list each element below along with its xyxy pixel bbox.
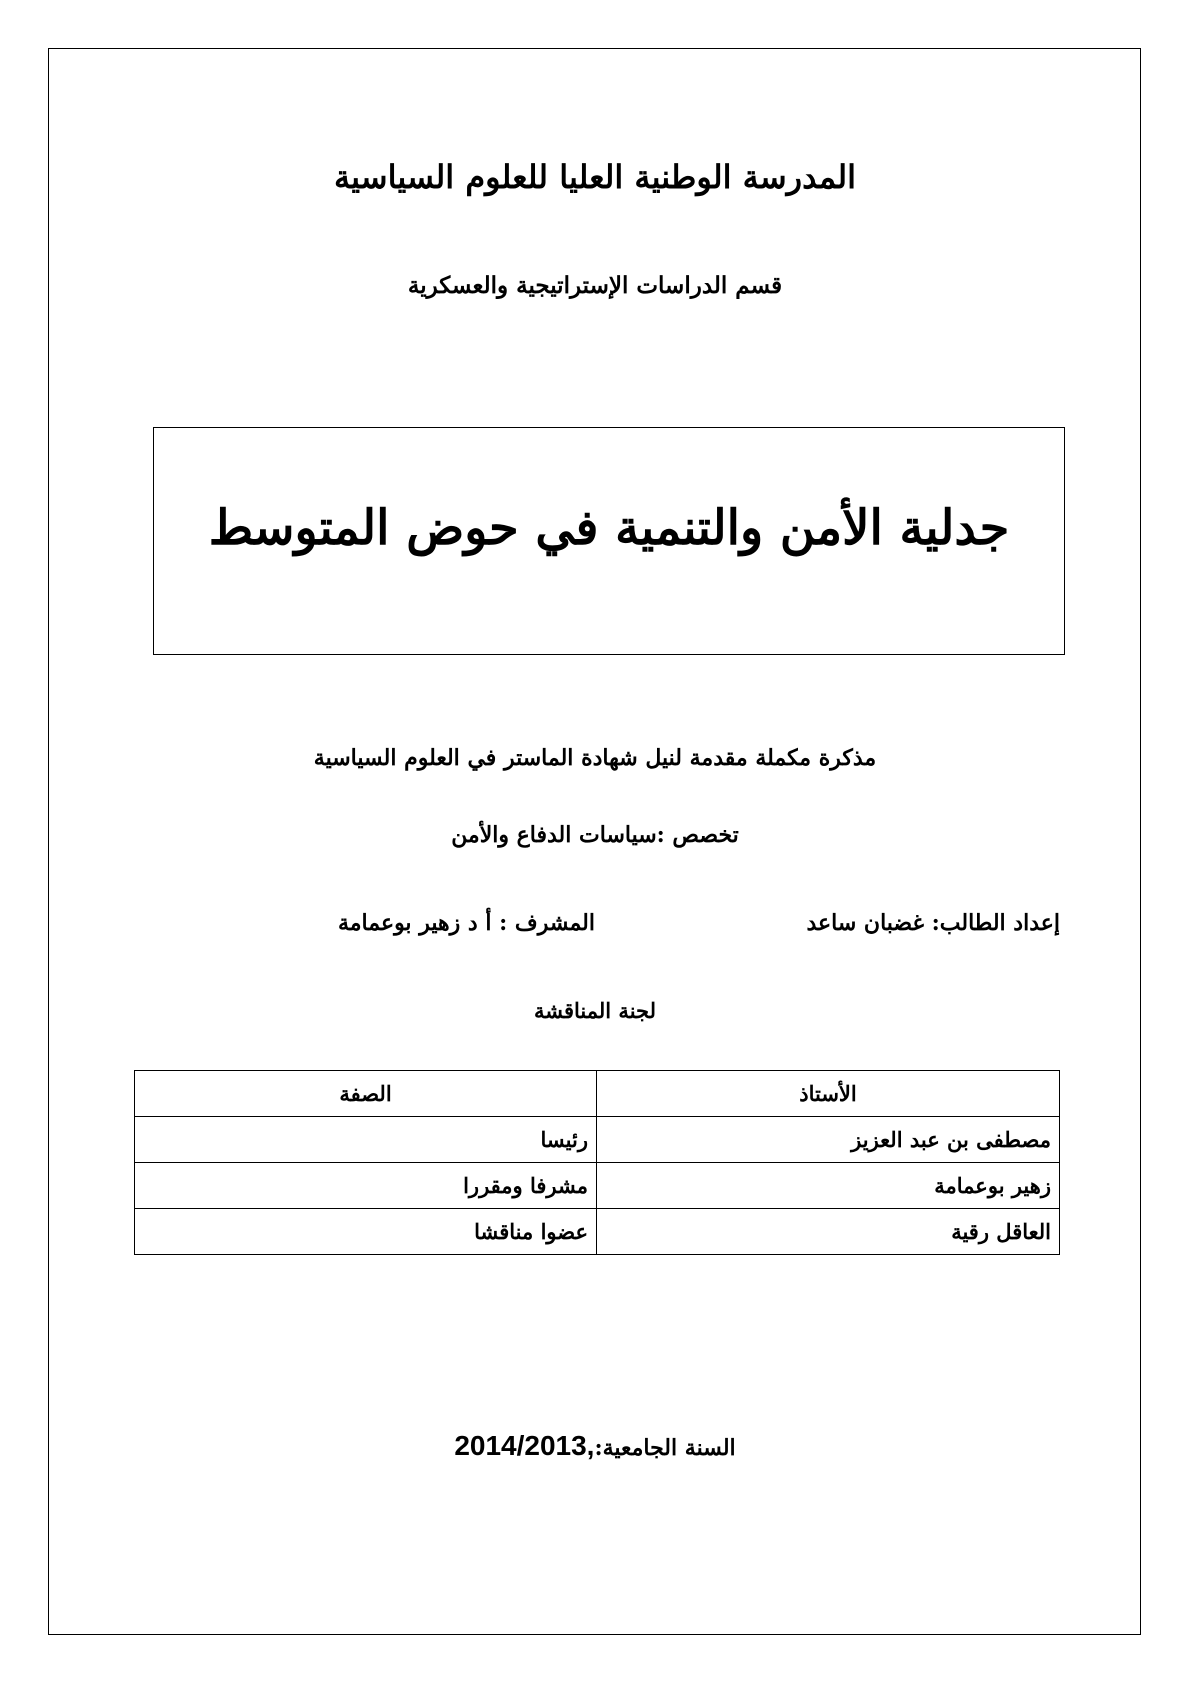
committee-table bbox=[134, 1070, 1060, 1255]
table-row bbox=[135, 1163, 1060, 1209]
professor-cell: زهير بوعمامة bbox=[597, 1163, 1060, 1209]
table-header-row bbox=[135, 1071, 1060, 1117]
role-cell: عضوا مناقشا bbox=[135, 1209, 597, 1255]
committee-heading: لجنة المناقشة bbox=[533, 998, 656, 1023]
role-cell: مشرفا ومقررا bbox=[135, 1163, 597, 1209]
thesis-description: مذكرة مكملة مقدمة لنيل شهادة الماستر في العلوم السياسية bbox=[313, 745, 877, 771]
title-box bbox=[153, 427, 1065, 655]
thesis-title: جدلية الأمن والتنمية في حوض المتوسط bbox=[208, 500, 1010, 556]
department-name: قسم الدراسات الإستراتيجية والعسكرية bbox=[407, 272, 783, 299]
column-header-professor: الأستاذ bbox=[597, 1071, 1060, 1117]
academic-year-value: 2014/2013, bbox=[454, 1430, 595, 1461]
school-name: المدرسة الوطنية العليا للعلوم السياسية bbox=[333, 158, 857, 196]
academic-year bbox=[0, 1430, 1190, 1462]
role-cell: رئيسا bbox=[135, 1117, 597, 1163]
professor-cell: مصطفى بن عبد العزيز bbox=[597, 1117, 1060, 1163]
table-row bbox=[135, 1117, 1060, 1163]
academic-year-label: السنة الجامعية: bbox=[594, 1435, 736, 1461]
table-row bbox=[135, 1209, 1060, 1255]
student-name: إعداد الطالب: غضبان ساعد bbox=[806, 910, 1060, 936]
professor-cell: العاقل رقية bbox=[597, 1209, 1060, 1255]
column-header-role: الصفة bbox=[135, 1071, 597, 1117]
supervisor-name: المشرف : أ د زهير بوعمامة bbox=[337, 910, 595, 936]
specialty: تخصص :سياسات الدفاع والأمن bbox=[451, 822, 739, 848]
